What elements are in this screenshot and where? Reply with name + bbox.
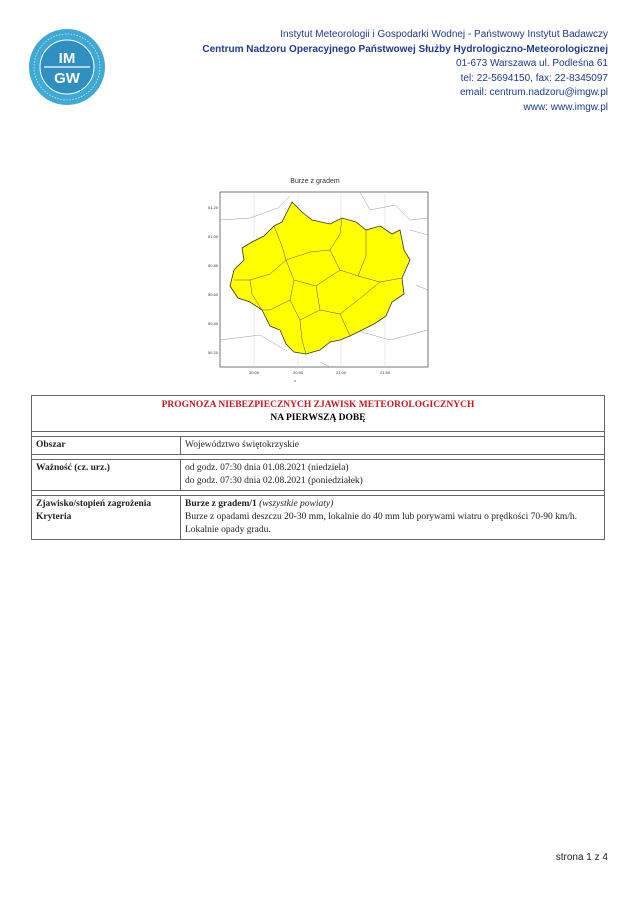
phenomenon-value: Burze z gradem/1 [185, 499, 257, 509]
institute-header [138, 28, 608, 115]
validity-to: do godz. 07:30 dnia 02.08.2021 (poniedziałek) [185, 476, 363, 486]
y-tick-label: 50.80 [207, 263, 218, 268]
y-tick-label: 50.20 [207, 350, 218, 355]
imgw-logo [28, 28, 106, 106]
address: 01-673 Warszawa ul. Podleśna 61 [456, 58, 608, 69]
validity-label: Ważność (cz. urz.) [32, 460, 181, 491]
area-value: Województwo świętokrzyskie [181, 437, 605, 455]
phenomenon-content [181, 496, 605, 540]
institute-name: Instytut Meteorologii i Gospodarki Wodnej - Państwowy Instytut Badawczy [280, 29, 608, 40]
center-name: Centrum Nadzoru Operacyjnego Państwowej Służby Hydrologiczno-Meteorologicznej [202, 43, 608, 55]
y-tick-label: 51.20 [207, 205, 218, 210]
y-tick-label: 50.60 [207, 292, 218, 297]
phenomenon-labels [32, 496, 181, 540]
criteria-label: Kryteria [36, 512, 72, 522]
y-tick-label: 51.00 [207, 234, 218, 239]
phone: tel: 22-5694150, fax: 22-8345097 [460, 72, 608, 84]
x-tick-label: 21.00 [335, 370, 347, 375]
x-tick-label: 20.00 [248, 370, 260, 375]
x-tick-label: 21.50 [379, 370, 391, 375]
forecast-table [31, 395, 605, 540]
forecast-title: PROGNOZA NIEBEZPIECZNYCH ZJAWISK METEOROLOGICZNYCH [161, 400, 475, 410]
y-tick-label: 50.40 [207, 321, 218, 326]
forecast-subtitle: NA PIERWSZĄ DOBĘ [270, 413, 366, 423]
imgw-logo-graphic [28, 28, 106, 106]
logo-text-bottom: GW [54, 70, 80, 87]
warning-map [190, 178, 440, 393]
forecast-title-cell [32, 396, 605, 432]
map-graphic [190, 190, 440, 390]
criteria-value: Burze z opadami deszczu 20-30 mm, lokalnie do 40 mm lub porywami wiatru o prędkości 70-90 km/h. Lokalnie opady gradu. [185, 512, 578, 535]
phenomenon-label: Zjawisko/stopień zagrożenia [36, 499, 152, 509]
map-title: Burze z gradem [290, 178, 340, 185]
x-tick-label: 20.50 [292, 370, 304, 375]
logo-text-top: IM [58, 50, 76, 67]
website: www: www.imgw.pl [523, 101, 608, 113]
email: email: centrum.nadzoru@imgw.pl [460, 87, 608, 98]
area-label: Obszar [32, 437, 181, 455]
phenomenon-scope: (wszystkie powiaty) [259, 499, 334, 509]
validity-value [181, 460, 605, 491]
validity-from: od godz. 07:30 dnia 01.08.2021 (niedziela) [185, 463, 349, 473]
page-number: strona 1 z 4 [555, 852, 608, 863]
x-axis-marker: x [294, 378, 296, 383]
